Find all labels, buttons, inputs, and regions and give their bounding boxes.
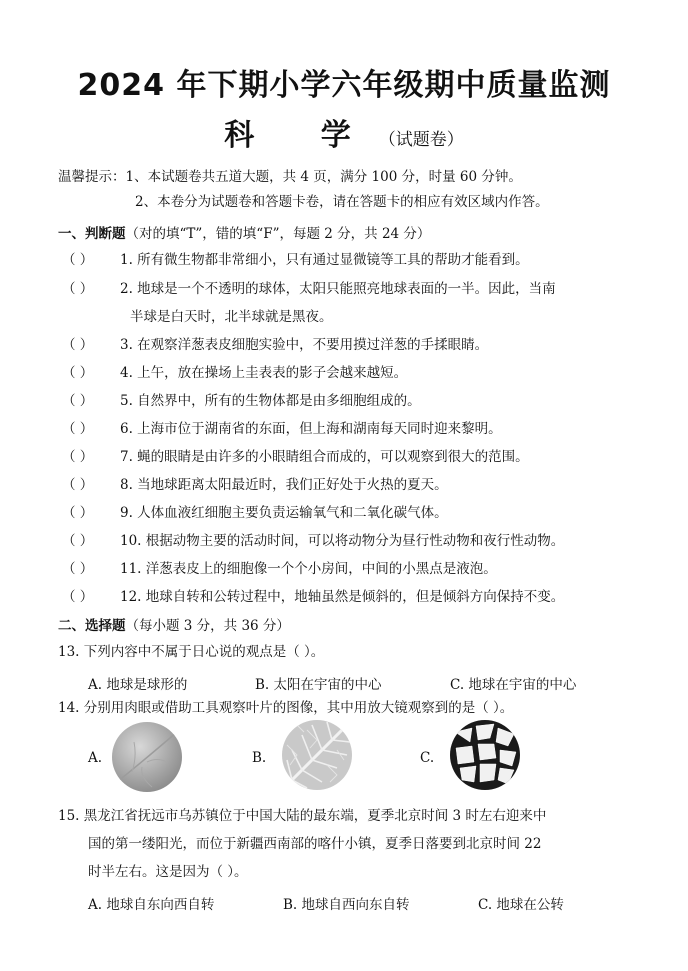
answer-blank: （ ）	[62, 337, 94, 353]
subject-note: （试题卷）	[378, 130, 464, 150]
q14-label-b: B.	[252, 750, 267, 766]
judgement-text: 11. 洋葱表皮上的细胞像一个个小房间，中间的小黑点是液泡。	[120, 561, 497, 577]
answer-blank: （ ）	[62, 421, 94, 437]
answer-blank: （ ）	[62, 505, 94, 521]
q14-label-c: C.	[420, 750, 435, 766]
judgement-text: 4. 上午，放在操场上圭表表的影子会越来越短。	[120, 365, 408, 381]
judgement-text: 5. 自然界中，所有的生物体都是由多细胞组成的。	[120, 393, 421, 409]
notice-line-1: 温馨提示：1、本试题卷共五道大题，共 4 页，满分 100 分，时量 60 分钟。	[58, 169, 522, 185]
judgement-item	[62, 448, 529, 466]
judgement-item	[62, 251, 529, 269]
judgement-text: 3. 在观察洋葱表皮细胞实验中，不要用摸过洋葱的手揉眼睛。	[120, 337, 489, 353]
judgement-item	[62, 392, 421, 410]
q13-stem: 13. 下列内容中不属于日心说的观点是（ ）。	[58, 644, 325, 660]
subject-name: 科 学	[224, 118, 379, 153]
q15-line-3: 时半左右。这是因为（ ）。	[88, 864, 248, 880]
answer-blank: （ ）	[62, 281, 94, 297]
section-1-note: （对的填“T”，错的填“F”，每题 2 分，共 24 分）	[125, 226, 431, 242]
q15-option-c: C. 地球在公转	[478, 897, 564, 913]
answer-blank: （ ）	[62, 365, 94, 381]
judgement-item	[62, 504, 448, 522]
judgement-text: 9. 人体血液红细胞主要负责运输氧气和二氧化碳气体。	[120, 505, 448, 521]
answer-blank: （ ）	[62, 561, 94, 577]
answer-blank: （ ）	[62, 477, 94, 493]
leaf-microscope-image	[450, 720, 520, 790]
leaf-magnifier-image	[282, 720, 352, 790]
q15-option-b: B. 地球自西向东自转	[283, 897, 410, 913]
judgement-item	[62, 560, 497, 578]
answer-blank: （ ）	[62, 393, 94, 409]
section-2-heading	[58, 617, 290, 635]
judgement-text: 2. 地球是一个不透明的球体，太阳只能照亮地球表面的一半。因此，当南	[120, 281, 556, 297]
judgement-text: 8. 当地球距离太阳最近时，我们正好处于火热的夏天。	[120, 477, 448, 493]
leaf-naked-eye-image	[112, 722, 182, 792]
answer-blank: （ ）	[62, 449, 94, 465]
q15-line-2: 国的第一缕阳光，而位于新疆西南部的喀什小镇，夏季日落要到北京时间 22	[88, 836, 542, 852]
section-2-note: （每小题 3 分，共 36 分）	[125, 618, 290, 634]
judgement-text: 10. 根据动物主要的活动时间，可以将动物分为昼行性动物和夜行性动物。	[120, 533, 565, 549]
q15-line-1: 15. 黑龙江省抚远市乌苏镇位于中国大陆的最东端，夏季北京时间 3 时左右迎来中	[58, 808, 547, 824]
notice-line-2: 2、本卷分为试题卷和答题卡卷，请在答题卡的相应有效区域内作答。	[135, 194, 549, 210]
judgement-text: 7. 蝇的眼睛是由许多的小眼睛组合而成的，可以观察到很大的范围。	[120, 449, 529, 465]
judgement-text: 1. 所有微生物都非常细小，只有通过显微镜等工具的帮助才能看到。	[120, 252, 529, 268]
q15-option-a: A. 地球自东向西自转	[88, 897, 215, 913]
judgement-text: 6. 上海市位于湖南省的东面，但上海和湖南每天同时迎来黎明。	[120, 421, 502, 437]
exam-title: 2024 年下期小学六年级期中质量监测	[77, 68, 611, 103]
answer-blank: （ ）	[62, 589, 94, 605]
judgement-item	[62, 336, 488, 354]
judgement-item	[62, 588, 564, 606]
subject-heading	[0, 110, 688, 154]
judgement-item	[62, 420, 502, 438]
answer-blank: （ ）	[62, 252, 94, 268]
section-2-title: 二、选择题	[58, 618, 126, 634]
q13-option-b: B. 太阳在宇宙的中心	[255, 677, 382, 693]
q14-label-a: A.	[88, 750, 103, 766]
q14-stem: 14. 分别用肉眼或借助工具观察叶片的图像，其中用放大镜观察到的是（ ）。	[58, 700, 514, 716]
section-1-heading	[58, 225, 430, 243]
section-1-title: 一、判断题	[58, 226, 126, 242]
judgement-item	[62, 280, 556, 298]
answer-blank: （ ）	[62, 533, 94, 549]
judgement-item	[62, 532, 564, 550]
judgement-item	[62, 364, 407, 382]
judgement-text: 12. 地球自转和公转过程中，地轴虽然是倾斜的，但是倾斜方向保持不变。	[120, 589, 565, 605]
q13-option-c: C. 地球在宇宙的中心	[450, 677, 577, 693]
judgement-item	[62, 476, 448, 494]
q13-option-a: A. 地球是球形的	[88, 677, 188, 693]
judgement-text-continued: 半球是白天时，北半球就是黑夜。	[130, 309, 333, 325]
